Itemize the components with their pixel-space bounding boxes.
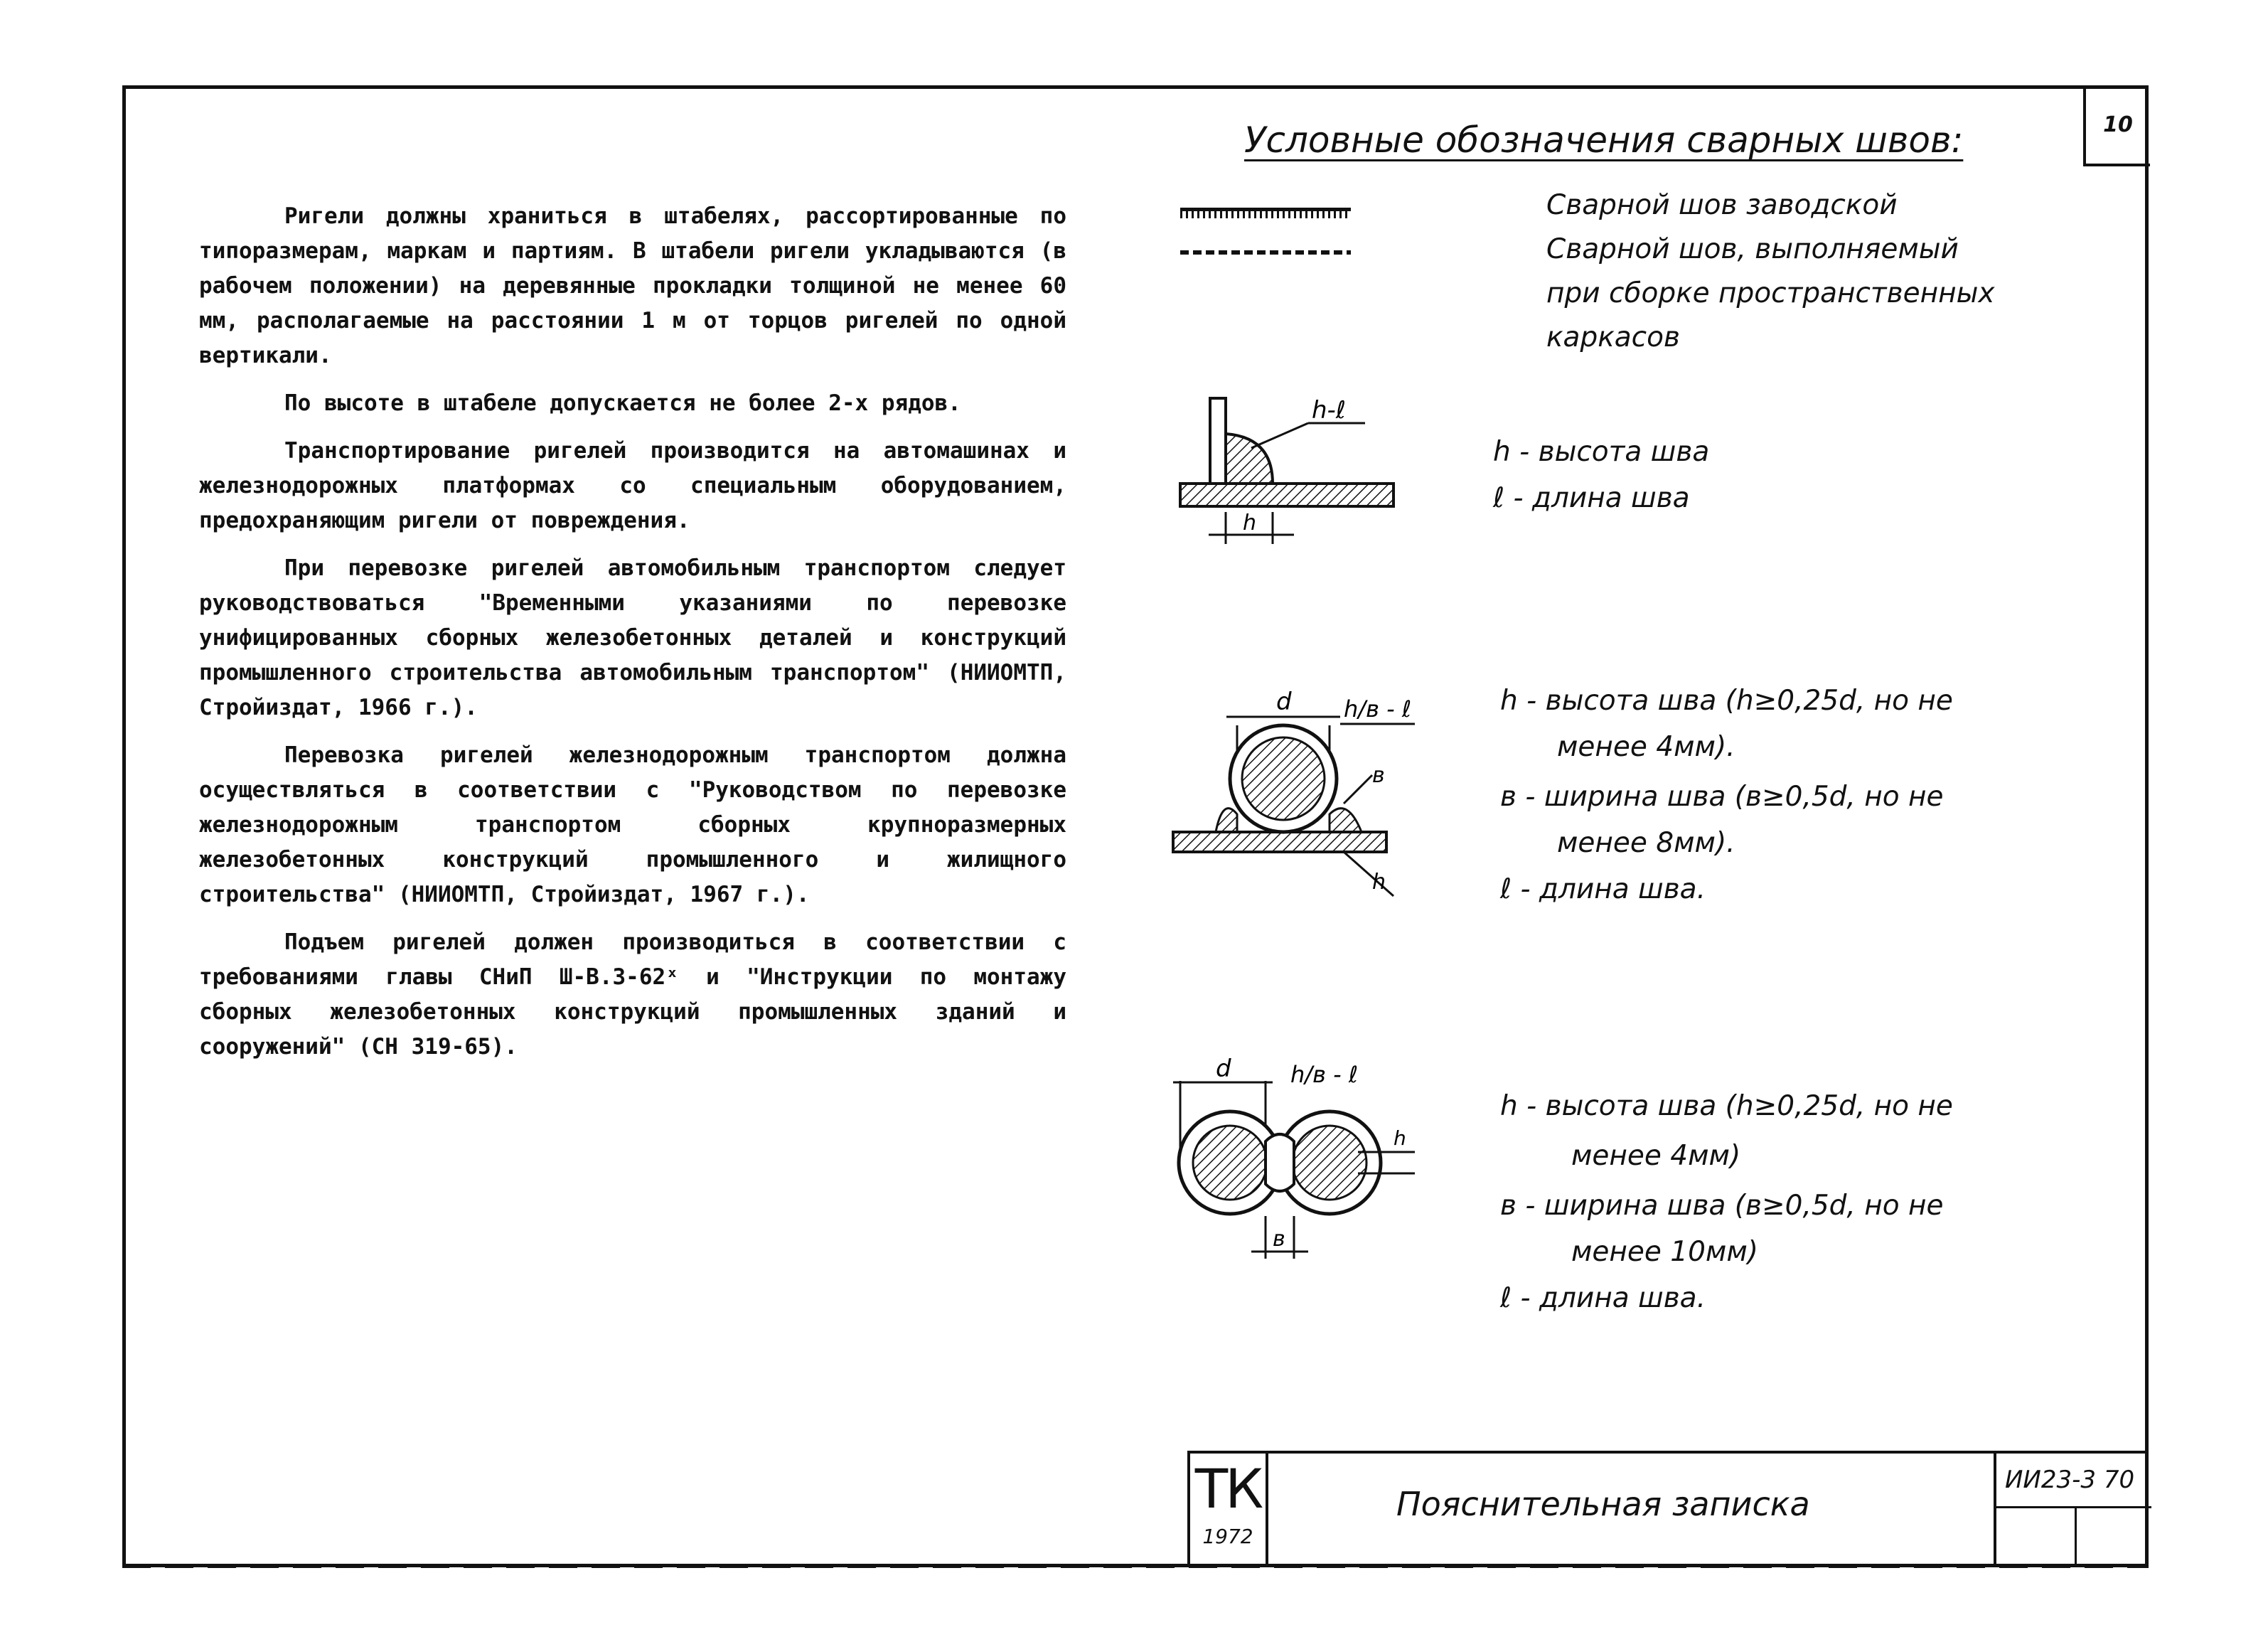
title-block (1187, 1451, 2149, 1567)
fig1-label-top: h-ℓ (1312, 396, 1346, 425)
fillet-weld-figure (1166, 384, 1422, 555)
document-code: ИИ23-3 70 (1996, 1454, 2151, 1508)
paragraph: При перевозке ригелей автомобильным транспортом следует руководствоваться "Временными указаниями по перевозке унифицированных сборных железобетонных деталей и конструкций промышленного строительства автомобильным транспортом" (НИИОМТП, Стройиздат, 1966 г.). (199, 555, 1066, 720)
year-text: 1972 (1202, 1525, 1253, 1548)
paragraph: Транспортирование ригелей производится на автомашинах и железнодорожных платформах со специальным оборудованием, предохраняющим ригели от повреждения. (199, 438, 1066, 533)
fig3-label-top: h/в - ℓ (1290, 1061, 1359, 1088)
code-divider (2075, 1506, 2077, 1567)
fig2-def-width: в - ширина шва (в≥0,5d, но не (1500, 781, 1944, 813)
document-code-cell (1994, 1454, 2151, 1567)
sheet-number: 10 (2083, 85, 2150, 166)
factory-weld-symbol (1180, 208, 1351, 218)
fig3-label-b: в (1273, 1227, 1285, 1252)
fig1-def-length: ℓ - длина шва (1493, 482, 1690, 514)
legend-field-text-3: каркасов (1546, 321, 1680, 353)
fig2-label-top: h/в - ℓ (1344, 695, 1412, 722)
fig2-def-width-min: менее 8мм). (1557, 827, 1735, 859)
paragraph: Перевозка ригелей железнодорожным транспортом должна осуществляться в соответствии с "Руководством по перевозке железнодорожным транспортом сборных крупноразмерных железобетонных конструкций промышленного и жилищного строительства" (НИИОМТП, Стройиздат, 1967 г.). (199, 742, 1066, 907)
publisher-logo (1190, 1454, 1268, 1567)
fig1-label-h: h (1243, 511, 1257, 535)
paragraph: Ригели должны храниться в штабелях, рассортированные по типоразмерам, маркам и партиям. В штабели ригели укладываются (в рабочем положении) на деревянные прокладки толщиной не менее 60 мм, располагаемые на расстоянии 1 м от торцов ригелей по одной вертикали. (199, 203, 1066, 368)
fig2-label-h: h (1372, 870, 1386, 895)
fig3-def-height-min: менее 4мм) (1571, 1140, 1741, 1172)
fig3-label-d: d (1216, 1055, 1231, 1083)
notes-text (199, 199, 1066, 1077)
field-weld-symbol (1180, 250, 1351, 255)
fig2-def-height-min: менее 4мм). (1557, 731, 1735, 763)
fig3-label-h: h (1394, 1126, 1406, 1150)
legend-field-text-2: при сборке пространственных (1546, 277, 1995, 309)
fig2-label-b: в (1372, 763, 1385, 788)
bar-plate-weld-figure (1159, 683, 1457, 910)
fig3-def-width-min: менее 10мм) (1571, 1236, 1758, 1268)
fig3-def-height: h - высота шва (h≥0,25d, но не (1500, 1090, 1953, 1122)
fig2-label-d: d (1276, 688, 1292, 716)
legend-field-text-1: Сварной шов, выполняемый (1546, 233, 1959, 265)
logo-text: ТК (1194, 1457, 1261, 1520)
fig2-def-length: ℓ - длина шва. (1500, 873, 1706, 905)
legend-heading: Условные обозначения сварных швов: (1244, 119, 1964, 161)
fig1-def-height: h - высота шва (1493, 436, 1710, 468)
fig2-def-height: h - высота шва (h≥0,25d, но не (1500, 685, 1953, 717)
two-bar-weld-figure (1159, 1052, 1443, 1273)
paragraph: Подъем ригелей должен производиться в соответствии с требованиями главы СНиП Ш-В.3-62ˣ и "Инструкции по монтажу сборных железобетонных конструкций промышленных зданий и сооружений" (СН 319-65). (199, 929, 1066, 1060)
fig3-def-length: ℓ - длина шва. (1500, 1282, 1706, 1314)
paragraph: По высоте в штабеле допускается не более 2-х рядов. (284, 390, 961, 416)
fig3-def-width: в - ширина шва (в≥0,5d, но не (1500, 1190, 1944, 1222)
legend-factory-text: Сварной шов заводской (1546, 189, 1898, 221)
bottom-border-dashes (122, 1566, 2149, 1568)
document-title: Пояснительная записка (1396, 1485, 1810, 1523)
